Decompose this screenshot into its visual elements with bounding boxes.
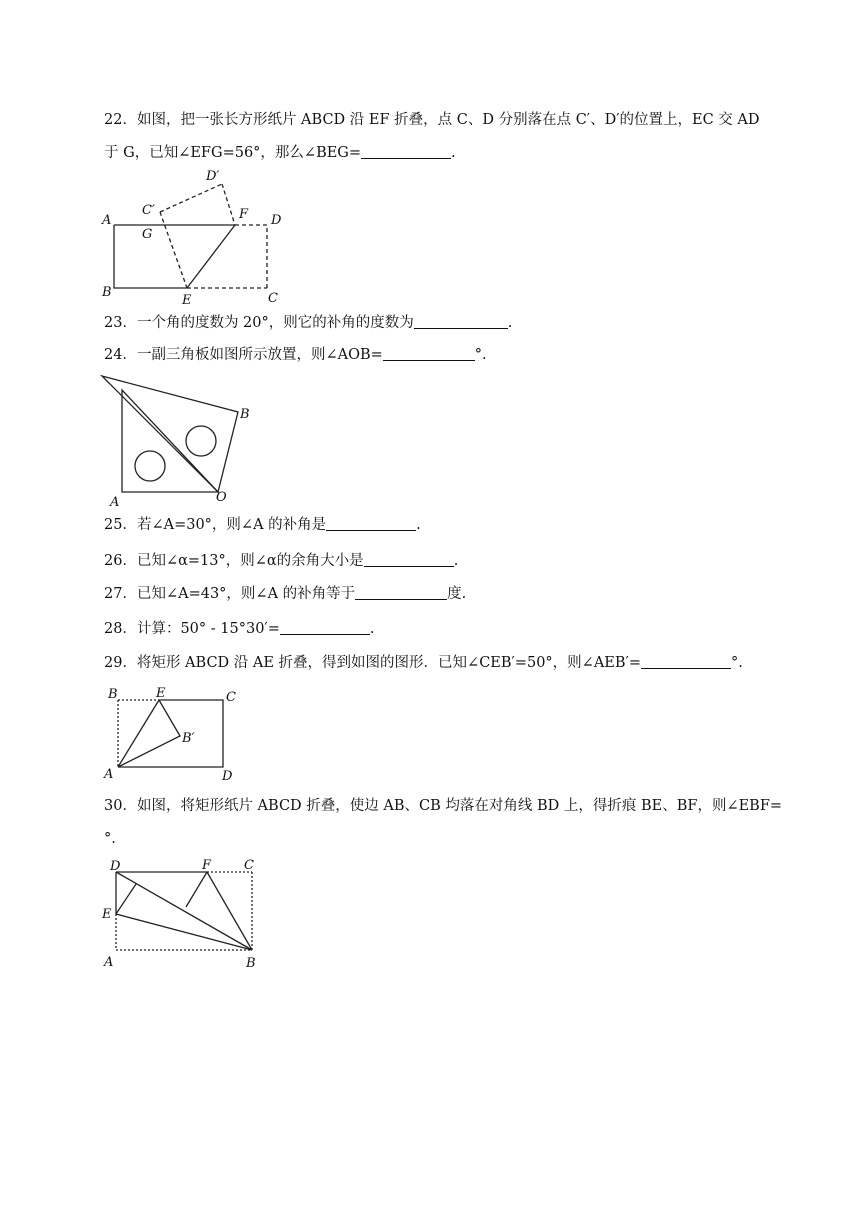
label-a: A	[104, 767, 114, 782]
answer-blank[interactable]	[414, 314, 508, 329]
answer-blank[interactable]	[355, 585, 447, 600]
label-b: B	[102, 285, 112, 300]
question-26: 26．已知∠α=13°，则∠α的余角大小是 .	[104, 553, 459, 569]
folded-triangle	[118, 700, 180, 767]
figure-22	[100, 164, 290, 309]
figure-30	[100, 856, 270, 976]
label-d: D	[110, 859, 121, 874]
label-c: C	[244, 858, 254, 873]
question-23: 23．一个角的度数为 20°，则它的补角的度数为 .	[104, 315, 513, 331]
figure-29	[100, 684, 250, 784]
diagonal-bd	[116, 872, 252, 950]
question-22-line2: 于 G，已知∠EFG=56°，那么∠BEG= .	[104, 145, 456, 161]
triangle-hole-circle	[186, 426, 216, 456]
label-o: O	[216, 490, 227, 505]
figure-24	[98, 370, 268, 510]
answer-blank[interactable]	[326, 516, 416, 531]
fold-segment	[186, 872, 207, 907]
answer-blank[interactable]	[280, 620, 370, 635]
question-29: 29．将矩形 ABCD 沿 AE 折叠，得到如图的图形．已知∠CEB′=50°，则∠AEB′= °.	[104, 655, 743, 671]
label-d: D	[271, 213, 282, 228]
triangle-45	[122, 390, 218, 492]
label-b: B	[246, 956, 256, 971]
fig29-rectangle-edge	[118, 700, 223, 767]
label-g: G	[142, 227, 153, 242]
label-d: D	[222, 769, 233, 784]
label-e: E	[182, 293, 192, 308]
question-22-line1: 22．如图，把一张长方形纸片 ABCD 沿 EF 折叠，点 C、D 分别落在点 C′、D′的位置上，EC 交 AD	[104, 112, 760, 128]
label-a: A	[104, 955, 114, 970]
answer-blank[interactable]	[641, 654, 731, 669]
question-27: 27．已知∠A=43°，则∠A 的补角等于 度.	[104, 586, 467, 602]
answer-blank[interactable]	[361, 144, 451, 159]
fold-line-ef	[187, 225, 235, 288]
question-25: 25．若∠A=30°，则∠A 的补角是 .	[104, 517, 421, 533]
question-28: 28．计算：50° - 15°30′= .	[104, 621, 375, 637]
label-c: C	[268, 291, 278, 306]
label-a: A	[102, 213, 112, 228]
triangle-hole-circle	[135, 451, 165, 481]
question-24: 24．一副三角板如图所示放置，则∠AOB= °.	[104, 347, 487, 363]
fold-segment	[116, 884, 136, 914]
crease-be	[116, 914, 252, 950]
label-b: B	[108, 687, 118, 702]
label-a: A	[110, 495, 120, 510]
label-e: E	[102, 907, 112, 922]
answer-blank[interactable]	[383, 346, 475, 361]
label-f: F	[202, 858, 212, 873]
label-b-prime: B′	[182, 731, 195, 746]
question-30-line2: °.	[104, 831, 116, 847]
question-30-line1: 30．如图，将矩形纸片 ABCD 折叠，使边 AB、CB 均落在对角线 BD 上，得折痕 BE、BF，则∠EBF=	[104, 798, 783, 814]
crease-bf	[207, 872, 252, 950]
label-f: F	[239, 207, 249, 222]
label-c: C	[226, 690, 236, 705]
label-c-prime: C′	[142, 203, 155, 218]
label-b: B	[240, 407, 250, 422]
label-e: E	[156, 686, 166, 701]
label-d-prime: D′	[206, 169, 220, 184]
answer-blank[interactable]	[364, 552, 454, 567]
